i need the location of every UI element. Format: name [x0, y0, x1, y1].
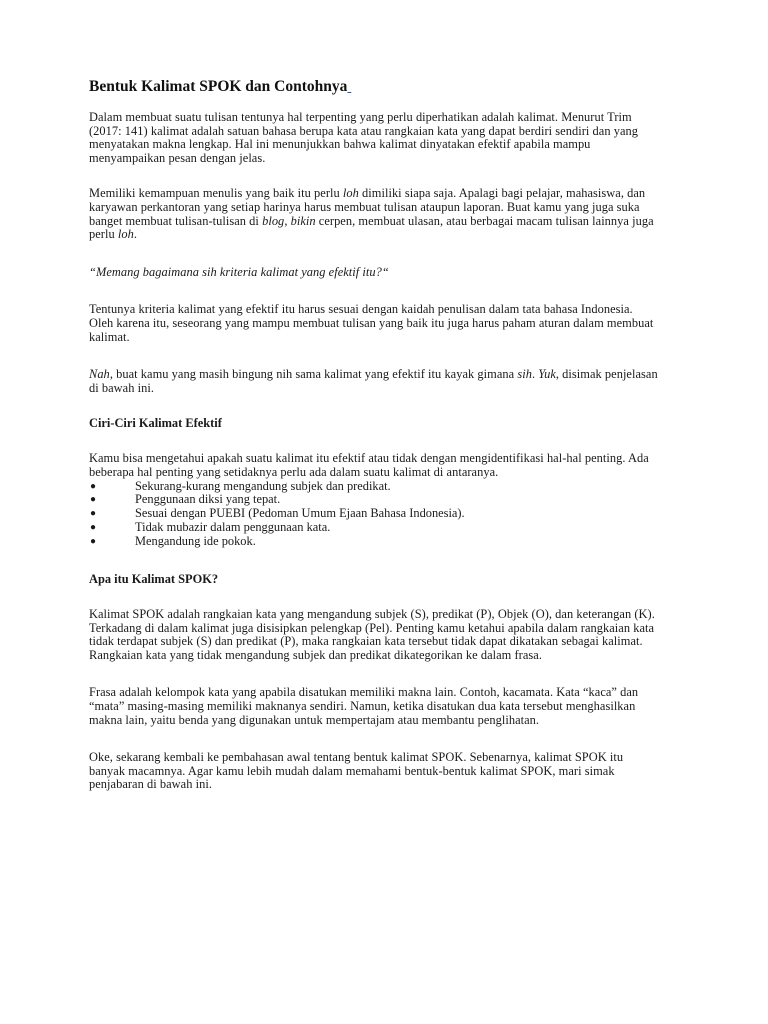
paragraph-spok-definition: Kalimat SPOK adalah rangkaian kata yang mengandung subjek (S), predikat (P), Objek (O), dan keterangan (K). Terkadang di dalam kalimat juga disisipkan pelengkap (Pel). Penting kamu ketahui apabila dalam rangkaian kata tidak terdapat subjek (S) dan predikat (P), maka rangkaian kata tersebut tidak dapat dikatakan sebagai kalimat. Rangkaian kata yang tidak mengandung subjek dan predikat dikategorikan ke dalam frasa. — [89, 607, 655, 662]
bullet-icon: ● — [90, 508, 97, 520]
quote-text: “Memang bagaimana sih kriteria kalimat yang efektif itu?“ — [89, 264, 389, 279]
bullet-icon: ● — [90, 522, 97, 534]
italic-run: bikin — [290, 213, 316, 228]
criteria-list — [89, 480, 659, 550]
paragraph-nah — [89, 368, 659, 395]
list-item — [89, 535, 659, 549]
list-item-text: Mengandung ide pokok. — [135, 534, 256, 549]
quote-question — [89, 266, 659, 280]
bullet-icon: ● — [90, 536, 97, 548]
bullet-icon: ● — [90, 480, 97, 492]
bullet-icon: ● — [90, 494, 97, 506]
document-page — [89, 78, 659, 792]
list-item — [89, 480, 659, 494]
text-run: , buat kamu yang masih bingung nih sama kalimat yang efektif itu kayak gimana — [109, 367, 518, 382]
paragraph-intro: Dalam membuat suatu tulisan tentunya hal terpenting yang perlu diperhatikan adalah kalimat. Menurut Trim (2017: 141) kalimat adalah satuan bahasa berupa kata atau rangkaian kata yang dapat berdiri sendiri dan yang menyatakan makna lengkap. Hal ini menunjukkan bahwa kalimat dinyatakan efektif apabila mampu menyampaikan pesan dengan jelas. — [89, 110, 638, 165]
document-title — [89, 78, 659, 96]
italic-run: Yuk — [538, 367, 556, 382]
text-run: . — [133, 227, 137, 242]
italic-run: sih — [517, 367, 532, 382]
paragraph-frasa: Frasa adalah kelompok kata yang apabila disatukan memiliki makna lain. Contoh, kacamata. Kata “kaca” dan “mata” masing-masing memiliki maknanya sendiri. Namun, ketika disatukan dua kata tersebut menghasilkan makna lain, yaitu benda yang digunakan untuk mempertajam atau membantu penglihatan. — [89, 685, 639, 727]
text-run: , disimak penjelasan di bawah ini. — [89, 367, 658, 395]
list-item-text: Sekurang-kurang mengandung subjek dan predikat. — [135, 478, 391, 493]
list-item-text: Sesuai dengan PUEBI (Pedoman Umum Ejaan Bahasa Indonesia). — [135, 506, 465, 521]
italic-run: loh — [117, 227, 134, 242]
list-item — [89, 521, 659, 535]
list-item-text: Penggunaan diksi yang tepat. — [135, 492, 281, 507]
text-run: dimiliki siapa saja. Apalagi bagi pelajar, mahasiswa, dan karyawan perkantoran yang setiap harinya harus membuat tulisan ataupun laporan. Buat kamu yang juga suka banget membuat tulisan-tulisan di — [89, 186, 646, 228]
list-item-text: Tidak mubazir dalam penggunaan kata. — [135, 520, 331, 535]
list-item — [89, 507, 659, 521]
italic-run: loh — [342, 186, 359, 201]
paragraph-oke: Oke, sekarang kembali ke pembahasan awal tentang bentuk kalimat SPOK. Sebenarnya, kalimat SPOK itu banyak macamnya. Agar kamu lebih mudah dalam memahami bentuk-bentuk kalimat SPOK, mari simak penjabaran di bawah ini. — [89, 750, 624, 792]
heading-ciri-ciri: Ciri-Ciri Kalimat Efektif — [89, 416, 222, 431]
text-run: , — [284, 213, 291, 228]
list-item — [89, 493, 659, 507]
italic-run: Nah — [89, 367, 110, 382]
text-run: Memiliki kemampuan menulis yang baik itu perlu — [89, 186, 343, 201]
paragraph-writing-skill — [89, 187, 659, 241]
italic-run: blog — [262, 213, 285, 228]
title-link-marker[interactable] — [347, 78, 351, 95]
heading-apa-itu-spok: Apa itu Kalimat SPOK? — [89, 572, 219, 587]
text-run: cerpen, membuat ulasan, atau berbagai macam tulisan lainnya juga perlu — [89, 213, 654, 242]
paragraph-criteria: Tentunya kriteria kalimat yang efektif itu harus sesuai dengan kaidah penulisan dalam tata bahasa Indonesia. Oleh karena itu, seseorang yang mampu membuat tulisan yang baik itu juga harus paham aturan dalam membuat kalimat. — [89, 302, 654, 344]
text-run: . — [531, 367, 539, 382]
title-text: Bentuk Kalimat SPOK dan Contohnya — [89, 78, 348, 95]
paragraph-identify: Kamu bisa mengetahui apakah suatu kalimat itu efektif atau tidak dengan mengidentifikasi hal-hal penting. Ada beberapa hal penting yang setidaknya perlu ada dalam suatu kalimat di antaranya. — [89, 451, 649, 479]
